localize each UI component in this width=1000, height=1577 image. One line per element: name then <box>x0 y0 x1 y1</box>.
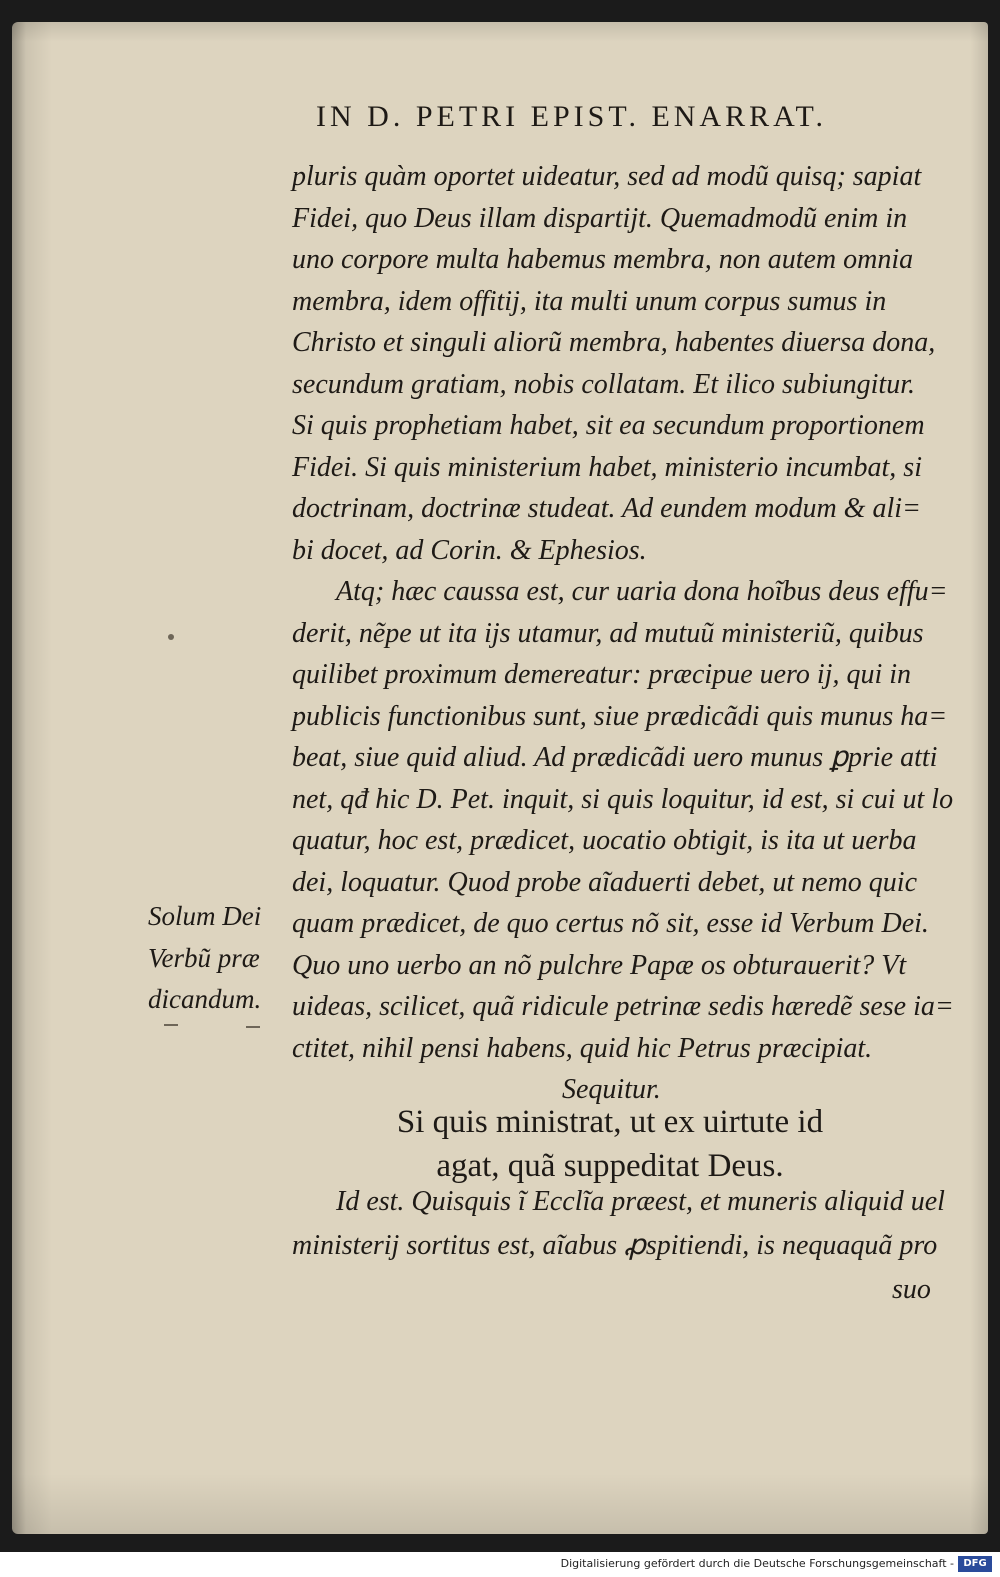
text-line: Fidei, quo Deus illam dispartijt. Quemadmodũ enim in <box>292 202 908 234</box>
text-line: ctitet, nihil pensi habens, quid hic Petrus præcipiat. <box>292 1032 873 1064</box>
text-line: Quo uno uerbo an nõ pulchre Papæ os obturauerit? Vt <box>292 949 907 981</box>
text-line: net, qđ hic D. Pet. inquit, si quis loquitur, id est, si cui ut lo <box>292 783 954 815</box>
text-line: bi docet, ad Corin. & Ephesios. <box>292 534 647 566</box>
text-line: quatur, hoc est, prædicet, uocatio obtigit, is ita ut uerba <box>292 825 917 856</box>
text-line: dei, loquatur. Quod probe aĩaduerti debet, ut nemo quic <box>292 866 917 898</box>
text-line: publicis functionibus sunt, siue prædicãdi quis munus ha= <box>292 700 948 732</box>
marginal-line: dicandum. <box>148 984 262 1014</box>
text-line: Christo et singuli aliorũ membra, habentes diuersa dona, <box>292 327 936 358</box>
text-line: uideas, scilicet, quã ridicule petrinæ sedis hæredẽ sese ia= <box>292 991 954 1022</box>
text-line: beat, siue quid aliud. Ad prædicãdi uero munus ꝑprie atti <box>292 742 938 773</box>
sequitur-line: Sequitur. <box>562 1074 661 1105</box>
marginal-line: Solum Dei <box>148 901 262 931</box>
text-line: uno corpore multa habemus membra, non autem omnia <box>292 244 914 275</box>
text-line: Si quis prophetiam habet, sit ea secundum proportionem <box>292 410 925 441</box>
running-head: IN D. PETRI EPIST. ENARRAT. <box>316 100 828 133</box>
heading-line: agat, quã suppeditat Deus. <box>436 1148 784 1184</box>
text-line: membra, idem offitij, ita multi unum corpus sumus in <box>292 285 887 317</box>
heading-line: Si quis ministrat, ut ex uirtute id <box>396 1104 824 1140</box>
text-line: pluris quàm oportet uideatur, sed ad modũ quisq; sapiat <box>292 161 922 192</box>
catchword: suo <box>892 1274 931 1305</box>
text-line: doctrinam, doctrinæ studeat. Ad eundem modum & ali= <box>292 493 921 524</box>
text-line: Id est. Quisquis ĩ Ecclĩa præest, et muneris aliquid uel <box>336 1186 945 1217</box>
text-line: secundum gratiam, nobis collatam. Et ilico subiungitur. <box>292 368 915 400</box>
ink-speck <box>168 634 174 640</box>
ink-mark <box>164 1024 178 1026</box>
text-line: quilibet proximum demereatur: præcipue uero ij, qui in <box>292 659 912 690</box>
section-heading <box>300 1100 920 1188</box>
commentary-text <box>292 1180 957 1312</box>
marginal-note <box>148 896 288 1021</box>
text-line: Fidei. Si quis ministerium habet, ministerio incumbat, si <box>292 451 922 483</box>
body-text <box>292 156 957 1111</box>
text-line: derit, nẽpe ut ita ijs utamur, ad mutuũ ministeriũ, quibus <box>292 617 924 649</box>
text-line: Atq; hæc caussa est, cur uaria dona hoĩbus deus effu= <box>336 576 948 607</box>
footer-bar <box>0 1552 1000 1577</box>
marginal-line: Verbũ præ <box>148 942 260 973</box>
dfg-logo: DFG <box>958 1556 992 1572</box>
text-line: quam prædicet, de quo certus nõ sit, esse id Verbum Dei. <box>292 908 929 939</box>
text-line: ministerij sortitus est, aĩabus ꝓspitiendi, is nequaquã pro <box>292 1230 938 1261</box>
footer-credit: Digitalisierung gefördert durch die Deutsche Forschungsgemeinschaft - <box>560 1557 954 1570</box>
ink-mark <box>246 1026 260 1028</box>
